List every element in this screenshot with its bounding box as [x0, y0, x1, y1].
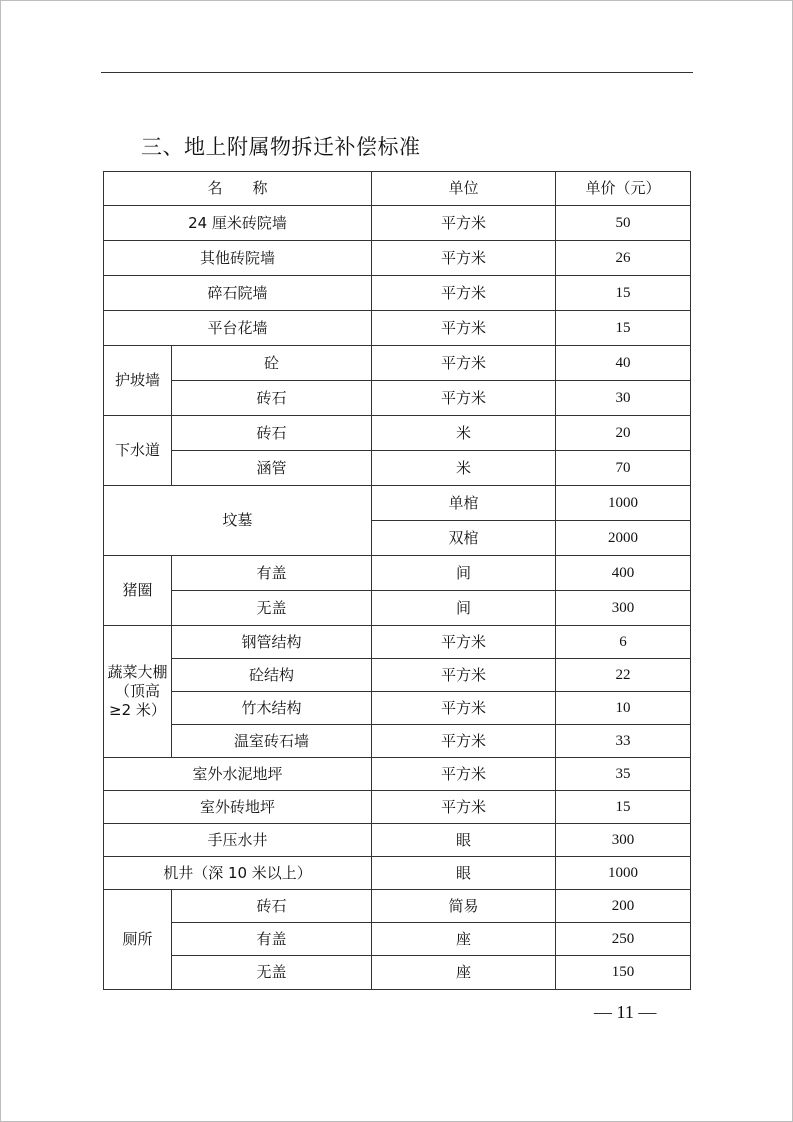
item-name: 室外砖地坪 [104, 791, 372, 824]
header-name: 名 称 [104, 172, 372, 206]
table-row [104, 824, 691, 857]
table-row [104, 890, 691, 923]
item-name: 其他砖院墙 [104, 241, 372, 276]
item-price: 22 [556, 659, 691, 692]
table-row [104, 311, 691, 346]
item-price: 33 [556, 725, 691, 758]
item-unit: 双棺 [372, 521, 556, 556]
table-row [104, 626, 691, 659]
item-price: 6 [556, 626, 691, 659]
item-name: 竹木结构 [172, 692, 372, 725]
table-row [104, 591, 691, 626]
item-price: 1000 [556, 857, 691, 890]
item-name: 砼结构 [172, 659, 372, 692]
item-name: 手压水井 [104, 824, 372, 857]
item-unit: 座 [372, 923, 556, 956]
header-row [104, 172, 691, 206]
table-row [104, 241, 691, 276]
page-number: — 11 — [594, 1002, 657, 1022]
table-row [104, 556, 691, 591]
item-unit: 平方米 [372, 758, 556, 791]
item-price: 15 [556, 311, 691, 346]
table-row [104, 791, 691, 824]
item-unit: 单棺 [372, 486, 556, 521]
table-row [104, 659, 691, 692]
item-price: 400 [556, 556, 691, 591]
item-price: 40 [556, 346, 691, 381]
item-name: 平台花墙 [104, 311, 372, 346]
table-row [104, 346, 691, 381]
item-name: 有盖 [172, 923, 372, 956]
item-unit: 平方米 [372, 276, 556, 311]
group-label-grave: 坟墓 [104, 486, 372, 556]
item-name: 温室砖石墙 [172, 725, 372, 758]
item-price: 2000 [556, 521, 691, 556]
item-price: 300 [556, 591, 691, 626]
item-price: 250 [556, 923, 691, 956]
item-price: 20 [556, 416, 691, 451]
item-price: 15 [556, 791, 691, 824]
item-price: 200 [556, 890, 691, 923]
table-row [104, 758, 691, 791]
item-name: 砖石 [172, 890, 372, 923]
item-unit: 眼 [372, 857, 556, 890]
header-price: 单价（元） [556, 172, 691, 206]
header-rule [101, 72, 693, 73]
item-price: 300 [556, 824, 691, 857]
item-unit: 平方米 [372, 692, 556, 725]
table-row [104, 451, 691, 486]
item-unit: 平方米 [372, 206, 556, 241]
group-label-pigsty: 猪圈 [104, 556, 172, 626]
item-price: 15 [556, 276, 691, 311]
item-unit: 平方米 [372, 659, 556, 692]
item-unit: 间 [372, 556, 556, 591]
item-unit: 平方米 [372, 725, 556, 758]
item-price: 10 [556, 692, 691, 725]
item-unit: 平方米 [372, 381, 556, 416]
item-name: 24 厘米砖院墙 [104, 206, 372, 241]
table-row [104, 956, 691, 990]
item-unit: 座 [372, 956, 556, 990]
group-label-toilet: 厕所 [104, 890, 172, 990]
item-name: 涵管 [172, 451, 372, 486]
group-label-sewer: 下水道 [104, 416, 172, 486]
table-row [104, 381, 691, 416]
item-name: 室外水泥地坪 [104, 758, 372, 791]
item-name: 无盖 [172, 956, 372, 990]
item-unit: 米 [372, 416, 556, 451]
item-unit: 平方米 [372, 241, 556, 276]
table-row [104, 206, 691, 241]
header-unit: 单位 [372, 172, 556, 206]
table-row [104, 725, 691, 758]
item-name: 机井（深 10 米以上） [104, 857, 372, 890]
group-label-greenhouse: 蔬菜大棚（顶高≥2 米） [104, 626, 172, 758]
table-row [104, 416, 691, 451]
item-unit: 眼 [372, 824, 556, 857]
item-price: 1000 [556, 486, 691, 521]
item-price: 35 [556, 758, 691, 791]
item-unit: 平方米 [372, 346, 556, 381]
table-row [104, 857, 691, 890]
table-row [104, 692, 691, 725]
item-name: 碎石院墙 [104, 276, 372, 311]
item-price: 150 [556, 956, 691, 990]
item-unit: 间 [372, 591, 556, 626]
item-price: 30 [556, 381, 691, 416]
table-row [104, 923, 691, 956]
compensation-table [103, 171, 691, 990]
item-unit: 平方米 [372, 791, 556, 824]
item-name: 砖石 [172, 381, 372, 416]
item-unit: 平方米 [372, 311, 556, 346]
item-unit: 米 [372, 451, 556, 486]
item-name: 无盖 [172, 591, 372, 626]
item-price: 50 [556, 206, 691, 241]
group-label-retaining-wall: 护坡墙 [104, 346, 172, 416]
item-name: 有盖 [172, 556, 372, 591]
table-row [104, 486, 691, 521]
section-title: 三、地上附属物拆迁补偿标准 [141, 135, 421, 159]
item-name: 钢管结构 [172, 626, 372, 659]
item-unit: 平方米 [372, 626, 556, 659]
item-price: 70 [556, 451, 691, 486]
item-unit: 简易 [372, 890, 556, 923]
item-name: 砖石 [172, 416, 372, 451]
table-row [104, 276, 691, 311]
item-name: 砼 [172, 346, 372, 381]
item-price: 26 [556, 241, 691, 276]
